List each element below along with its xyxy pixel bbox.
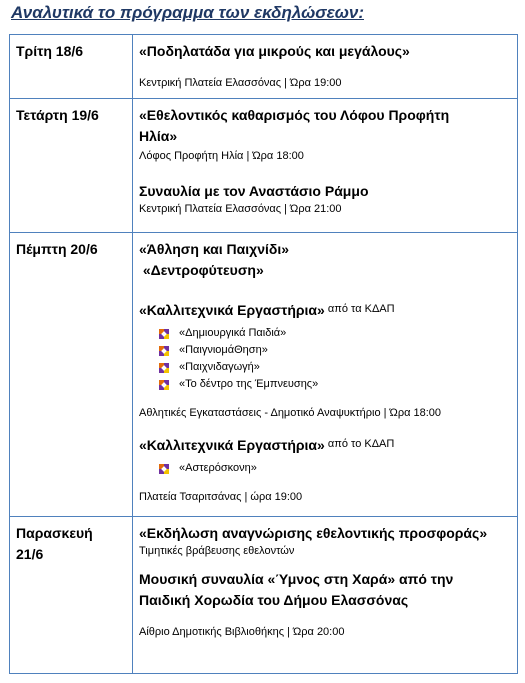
event-organizer: από τα ΚΔΑΠ (324, 303, 395, 315)
event-title (139, 105, 517, 147)
list-item-label: «Παιχνιδαγωγή» (179, 361, 260, 373)
list-item-label: «Δημιουργικά Παιδιά» (179, 327, 287, 339)
events-cell (133, 517, 518, 674)
event-title-line: Ηλία» (139, 128, 178, 144)
events-cell (133, 99, 518, 233)
event-location: Κεντρική Πλατεία Ελασσόνας | Ώρα 21:00 (139, 203, 342, 215)
four-color-diamond-bullet-icon (159, 329, 169, 339)
workshop-list (139, 460, 517, 477)
event-title-line: «Άθληση και Παιχνίδι» (139, 241, 290, 257)
day-label: Παρασκευή (16, 525, 93, 541)
event-location: Αίθριο Δημοτικής Βιβλιοθήκης | Ώρα 20:00 (139, 626, 345, 638)
event-title: «Εκδήλωση αναγνώρισης εθελοντικής προσφοράς» (139, 525, 488, 541)
event-title-line: Παιδική Χορωδία του Δήμου Ελασσόνας (139, 592, 409, 608)
day-cell (10, 233, 133, 517)
list-item (159, 376, 517, 393)
event-title: «Καλλιτεχνικά Εργαστήρια» (139, 437, 325, 453)
schedule-table (9, 34, 518, 674)
table-row (10, 517, 518, 674)
table-row (10, 233, 518, 517)
list-item-label: «Το δέντρο της Έμπνευσης» (179, 378, 319, 390)
event-location: Αθλητικές Εγκαταστάσεις - Δημοτικό Αναψυκτήριο | Ώρα 18:00 (139, 407, 442, 419)
day-label: Τρίτη 18/6 (16, 43, 84, 59)
day-label: Τετάρτη 19/6 (16, 107, 99, 123)
event-location: Τιμητικές βράβευσης εθελοντών (139, 545, 295, 557)
event-title-line: «Δεντροφύτευση» (139, 262, 264, 278)
day-label: 21/6 (16, 546, 44, 562)
four-color-diamond-bullet-icon (159, 346, 169, 356)
list-item-label: «Αστερόσκονη» (179, 462, 257, 474)
four-color-diamond-bullet-icon (159, 363, 169, 373)
four-color-diamond-bullet-icon (159, 464, 169, 474)
four-color-diamond-bullet-icon (159, 380, 169, 390)
event-title-line: Μουσική συναυλία «Ύμνος στη Χαρά» από την (139, 571, 454, 587)
list-item (159, 460, 517, 477)
event-location: Λόφος Προφήτη Ηλία | Ώρα 18:00 (139, 150, 304, 162)
day-cell (10, 99, 133, 233)
workshop-list (139, 325, 517, 393)
day-cell (10, 35, 133, 99)
event-location: Πλατεία Τσαριτσάνας | ώρα 19:00 (139, 491, 303, 503)
event-title: Συναυλία με τον Αναστάσιο Ράμμο (139, 183, 369, 199)
list-item (159, 325, 517, 342)
event-title-line: «Εθελοντικός καθαρισμός του Λόφου Προφήτη (139, 107, 450, 123)
day-cell (10, 517, 133, 674)
event-block (139, 435, 517, 505)
event-block (139, 300, 517, 421)
table-row (10, 99, 518, 233)
events-cell (133, 35, 518, 99)
event-title (139, 239, 517, 281)
events-cell (133, 233, 518, 517)
event-title: «Καλλιτεχνικά Εργαστήρια» (139, 302, 325, 318)
event-title: «Ποδηλατάδα για μικρούς και μεγάλους» (139, 43, 410, 59)
event-organizer: από το ΚΔΑΠ (324, 438, 395, 450)
event-title (139, 569, 517, 611)
table-row (10, 35, 518, 99)
list-item (159, 359, 517, 376)
page-title: Αναλυτικά το πρόγραμμα των εκδηλώσεων: (11, 3, 364, 22)
event-location: Κεντρική Πλατεία Ελασσόνας | Ώρα 19:00 (139, 77, 342, 89)
day-label: Πέμπτη 20/6 (16, 241, 98, 257)
list-item (159, 342, 517, 359)
list-item-label: «ΠαιγνιομάΘηση» (179, 344, 268, 356)
